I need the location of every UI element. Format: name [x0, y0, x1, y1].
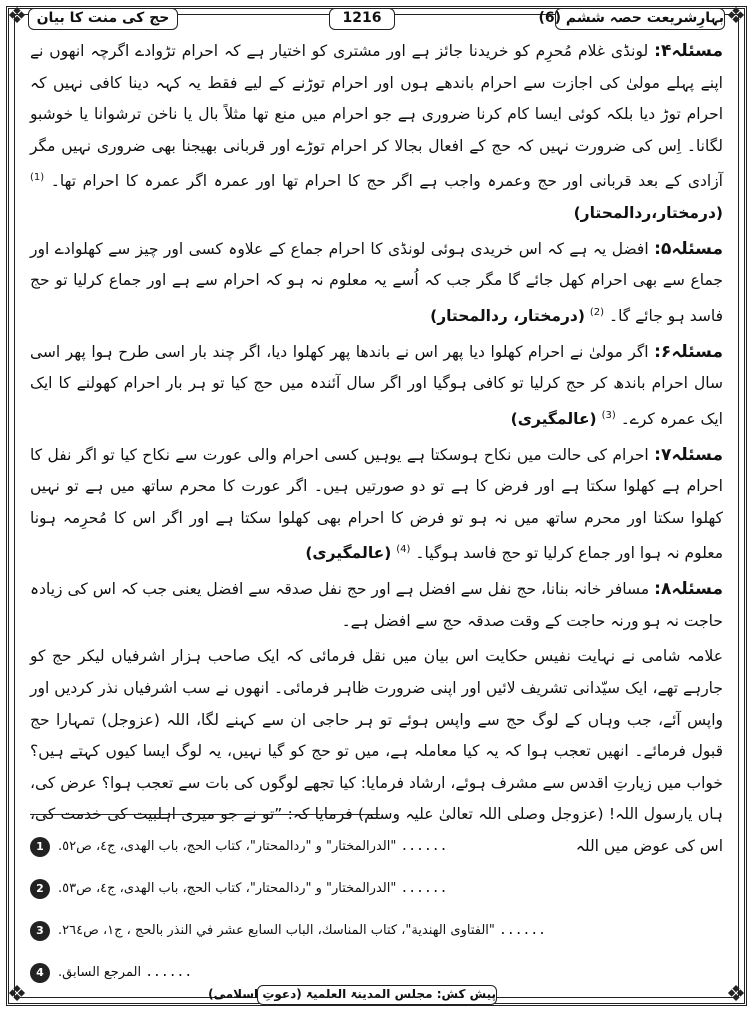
masala-7 [30, 440, 723, 571]
paragraph-text: اگر مولیٰ نے احرام کھلوا دیا پھر اس نے باندھا پھر کھلوا دیا، اگر چند بار اسی طرح ہوا پھر اسی سال احرام باندھ کر حج کرلیا تو کافی ہوگیا اور اگر سال آئندہ میں حج کیا تو ہر بار احرام کھولنے کا ایک ایک عمرہ کرے۔ [30, 342, 723, 428]
footnote-number-badge: 3 [30, 921, 50, 941]
corner-ornament-top-right: ❖ [726, 4, 746, 29]
main-text [30, 36, 723, 866]
source-ref: (درمختار، ردالمحتار) [430, 307, 585, 326]
footnote-item [30, 826, 723, 868]
masala-label: مسئلہ۶: [654, 341, 723, 362]
book-title: بہارِشریعت حصہ ششم (6) [555, 8, 725, 30]
footnote-divider [30, 814, 380, 815]
paragraph-text: مسافر خانہ بنانا، حج نفل سے افضل ہے اور حج نفل صدقہ سے افضل یعنی جب کہ اس کی زیادہ حاجت نہ ہو ورنہ حاجت کے وقت صدقہ حج سے افضل ہے۔ [30, 580, 723, 630]
footnote-ref[interactable]: (3) [601, 409, 616, 421]
footnote-ref[interactable]: (2) [589, 306, 605, 318]
page-header [28, 6, 725, 32]
paragraph-text: لونڈی غلام مُحرِم کو خریدنا جائز ہے اور مشتری کو اختیار ہے کہ احرام تڑوادے اگرچہ انھوں نے اپنے پہلے مولیٰ کی اجازت سے احرام باندھے ہوں اور احرام توڑنے کے لیے فقط یہ کہہ دینا کافی نہیں کہ احرام توڑ دیا بلکہ کوئی ایسا کام کرنا ضروری ہے جو احرام میں منع تھا مثلاً بال یا ناخن ترشوانا یا خوشبو لگانا۔ اِس کی ضرورت نہیں کہ حج کے افعال بجالا کر احرام توڑے اور قربانی بھیجنا بھی ضروری نہیں مگر آزادی کے بعد قربانی اور حج وعمرہ واجب ہے اگر حج کا احرام تھا اور عمرہ اگر عمرہ کا احرام تھا۔ [30, 42, 723, 191]
paragraph-text: افضل یہ ہے کہ اس خریدی ہوئی لونڈی کا احرام جماع کے علاوہ کسی اور چیز سے کھلوادے اور جماع سے بھی احرام کھل جائے گا مگر جب کہ اُسے یہ معلوم نہ ہو کہ احرام سے ہے اور جماع کرلیا تو حج فاسد ہو جائے گا۔ [30, 239, 723, 326]
masala-6 [30, 337, 723, 436]
masala-label: مسئلہ۵: [654, 238, 723, 259]
masala-label: مسئلہ۴: [654, 41, 723, 61]
footnote-number-badge: 1 [30, 837, 50, 857]
footnote-item [30, 910, 723, 952]
footnote-text: ...... "الدرالمختار" و "ردالمحتار"، كتاب الحج، باب الهدى، ج٤، ص٥٣. [58, 881, 448, 896]
page-number: 1216 [329, 8, 395, 30]
masala-8 [30, 574, 723, 637]
masala-4 [30, 36, 723, 230]
footnote-ref[interactable]: (4) [396, 544, 411, 556]
chapter-title: حج کی منت کا بیان [28, 8, 178, 30]
footnotes [30, 826, 723, 994]
footnote-ref[interactable]: (1) [30, 172, 45, 184]
masala-label: مسئلہ۷: [654, 444, 723, 465]
footnote-item [30, 868, 723, 910]
source-ref: (عالمگیری) [510, 410, 597, 428]
corner-ornament-bottom-left: ❖ [7, 982, 27, 1007]
footnote-text: ...... "الفتاوى الهندية"، كتاب المناسك، الباب السابع عشر في النذر بالحج ، ج١، ص٢٦٤. [58, 923, 547, 938]
footnote-number-badge: 2 [30, 879, 50, 899]
footnote-text: ...... المرجع السابق. [58, 965, 193, 980]
masala-label: مسئلہ۸: [654, 579, 723, 600]
source-ref: (درمختار،ردالمحتار) [573, 204, 723, 223]
corner-ornament-bottom-right: ❖ [726, 982, 746, 1007]
footnote-text: ...... "الدرالمختار" و "ردالمحتار"، كتاب الحج، باب الهدى، ج٤، ص٥٢. [58, 839, 448, 854]
source-ref: (عالمگیری) [305, 544, 392, 563]
footnote-number-badge: 4 [30, 963, 50, 983]
publisher-footer: پیش کش: مجلس المدینۃ العلمیۃ (دعوتِ اسلامی) [257, 985, 497, 1005]
paragraph-text: علامہ شامی نے نہایت نفیس حکایت اس بیان میں نقل فرمائی کہ ایک صاحب ہزار اشرفیاں لیکر حج کو جارہے تھے، ایک سیّدانی تشریف لائیں اور اپنی ضرورت ظاہر فرمائی۔ انھوں نے سب اشرفیاں نذر کردیں اور واپس آئے، جب وہاں کے لوگ حج سے واپس ہوئے تو ہر حاجی ان سے کہنے لگا، اللہ (عزوجل) تمہارا حج قبول فرمائے۔ انھیں تعجب ہوا کہ یہ کیا معاملہ ہے، میں تو حج کو گیا نہیں، یہ لوگ ایسا کیوں کہتے ہیں؟ خواب میں زیارتِ اقدس سے مشرف ہوئے، ارشاد فرمایا: کیا تجھے لوگوں کی بات سے تعجب ہوا؟ عرض کی، ہاں یارسول اللہ! (عزوجل وصلی اللہ تعالیٰ علیہ وسلم) فرمایا کہ: ”تو نے جو میری اہلبیت کی خدمت کی، اس کی عوض میں اللہ [30, 647, 723, 855]
corner-ornament-top-left: ❖ [7, 4, 27, 29]
masala-5 [30, 234, 723, 333]
paragraph-text: احرام کی حالت میں نکاح ہوسکتا ہے یوہیں کسی احرام والی عورت سے نکاح کیا تو اگر نفل کا احرام ہے کھلوا سکتا ہے اور فرض کا ہے تو دو صورتیں ہیں۔ اگر عورت کا محرم ساتھ میں ہے تو نہیں کھلوا سکتا اور محرم ساتھ میں نہ ہو تو فرض کا احرام بھی کھلوا سکتا ہے اور اگر اس کا مُحرِمہ ہونا معلوم نہ ہوا اور جماع کرلیا تو حج فاسد ہوگیا۔ [30, 445, 723, 563]
